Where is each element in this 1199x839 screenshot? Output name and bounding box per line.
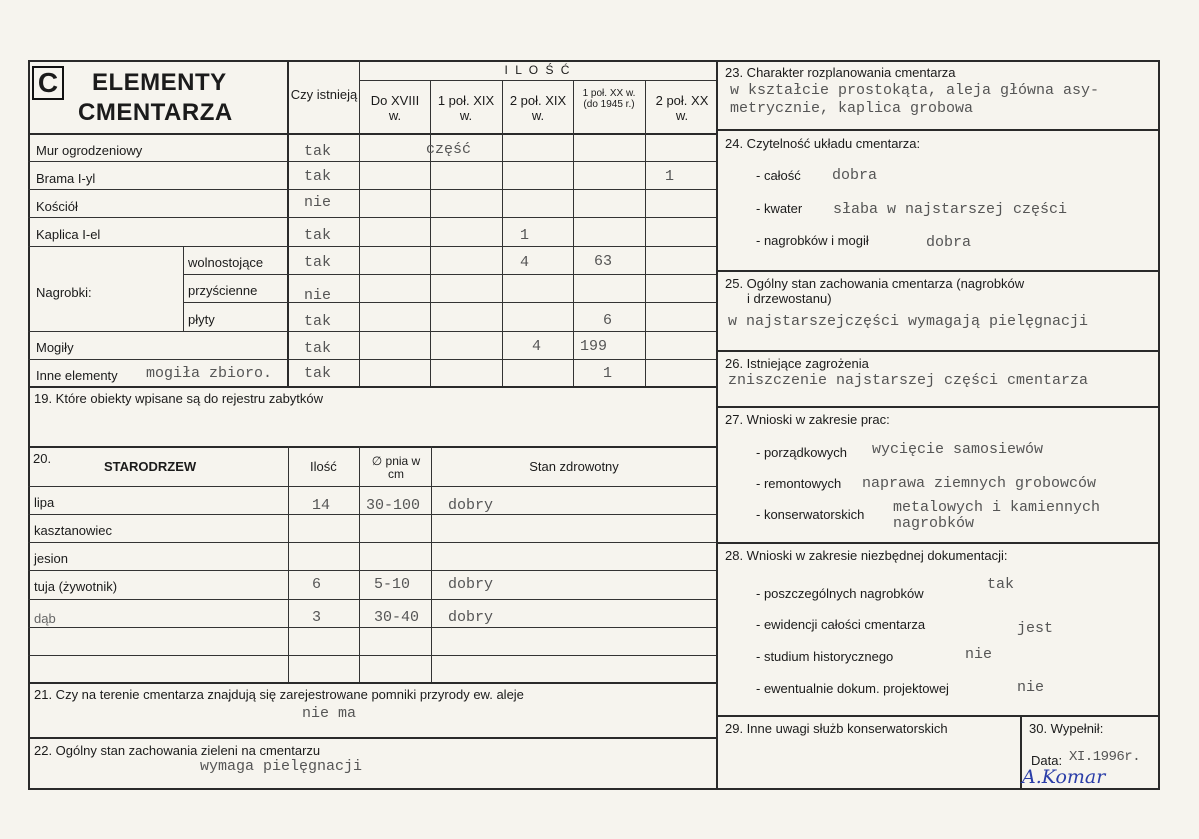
form-frame xyxy=(28,60,1160,790)
kosciol-exists-value: nie xyxy=(304,194,332,211)
divider xyxy=(28,359,716,360)
divider xyxy=(28,246,716,247)
q19-label: 19. Które obiekty wpisane są do rejestru zabytków xyxy=(34,391,324,406)
kaplica-exists-value: tak xyxy=(304,227,332,244)
q27-porz-label: - porządkowych xyxy=(756,445,848,460)
divider xyxy=(28,682,716,684)
col-header-1-xx: 1 poł. XX w. (do 1945 r.) xyxy=(582,88,636,110)
divider xyxy=(28,217,716,218)
divider xyxy=(359,60,360,387)
row-label-mur: Mur ogrodzeniowy xyxy=(36,143,143,158)
inne-elements-value: mogiła zbioro. xyxy=(146,365,273,382)
section-title-line1: ELEMENTY xyxy=(92,69,227,96)
divider xyxy=(287,60,289,387)
q30-date-label: Data: xyxy=(1031,753,1063,768)
mur-quantity-value: część xyxy=(426,141,472,158)
col-header-exists-text: Czy istnieją xyxy=(290,87,358,102)
q22-label: 22. Ogólny stan zachowania zieleni na cmentarzu xyxy=(34,743,321,758)
divider xyxy=(288,446,289,682)
divider xyxy=(716,715,1160,717)
q24-kwater-value: słaba w najstarszej części xyxy=(833,201,1068,218)
q30-date-value: XI.1996r. xyxy=(1069,749,1141,765)
trees-col-health: Stan zdrowotny xyxy=(529,459,619,474)
divider xyxy=(573,80,574,387)
q28-d-value: nie xyxy=(1017,679,1045,696)
divider xyxy=(28,386,716,388)
q28-d-label: - ewentualnie dokum. projektowej xyxy=(756,681,949,696)
brama-exists-value: tak xyxy=(304,168,332,185)
tree-diameter: 30-100 xyxy=(366,497,421,514)
divider xyxy=(183,246,184,331)
col-header-2-xix: 2 poł. XIX w. xyxy=(509,93,567,123)
divider xyxy=(28,331,716,332)
divider xyxy=(28,627,716,628)
wolno-exists-value: tak xyxy=(304,254,332,271)
q30-label: 30. Wypełnił: xyxy=(1029,721,1104,736)
q27-rem-value: naprawa ziemnych grobowców xyxy=(862,475,1097,492)
divider xyxy=(645,80,646,387)
row-label-nagrobki: Nagrobki: xyxy=(36,285,92,300)
q24-calosc-value: dobra xyxy=(832,167,878,184)
q24-nagrobkow-label: - nagrobków i mogił xyxy=(756,233,869,248)
divider xyxy=(28,514,716,515)
row-label-plyty: płyty xyxy=(188,312,215,327)
divider xyxy=(183,302,716,303)
q24-nagrobkow-value: dobra xyxy=(926,234,972,251)
tree-health: dobry xyxy=(448,576,494,593)
divider xyxy=(183,274,716,275)
divider xyxy=(28,133,716,135)
q27-label: 27. Wnioski w zakresie prac: xyxy=(725,412,890,427)
divider xyxy=(28,737,716,739)
divider xyxy=(430,80,431,387)
inne-quantity-value: 1 xyxy=(603,365,613,382)
divider xyxy=(716,129,1160,131)
q24-label: 24. Czytelność układu cmentarza: xyxy=(725,136,921,151)
row-label-inne: Inne elementy xyxy=(36,368,118,383)
trees-col-ilosc: Ilość xyxy=(310,459,337,474)
col-header-2-xx: 2 poł. XX w. xyxy=(655,93,709,123)
q29-label: 29. Inne uwagi służb konserwatorskich xyxy=(725,721,948,736)
q27-porz-value: wycięcie samosiewów xyxy=(872,441,1044,458)
q23-answer-line1: w kształcie prostokąta, aleja główna asy- xyxy=(730,82,1100,99)
q28-a-value: tak xyxy=(987,576,1015,593)
divider xyxy=(28,542,716,543)
q23-answer-line2: metrycznie, kaplica grobowa xyxy=(730,100,974,117)
q27-kons-value-line1: metalowych i kamiennych xyxy=(893,499,1101,516)
divider xyxy=(716,60,718,790)
col-header-exists xyxy=(289,87,359,102)
przysc-exists-value: nie xyxy=(304,287,332,304)
q27-kons-value-line2: nagrobków xyxy=(893,515,975,532)
row-label-brama: Brama I-yl xyxy=(36,171,96,186)
divider xyxy=(28,161,716,162)
row-label-kaplica: Kaplica I-el xyxy=(36,227,101,242)
plyty-quantity-value: 6 xyxy=(603,312,613,329)
tree-name: lipa xyxy=(34,495,55,510)
section-title-line2: CMENTARZA xyxy=(78,99,233,126)
q28-a-label: - poszczególnych nagrobków xyxy=(756,586,924,601)
tree-count: 3 xyxy=(312,609,322,626)
divider xyxy=(359,80,716,81)
q24-calosc-label: - całość xyxy=(756,168,801,183)
divider xyxy=(28,655,716,656)
tree-count: 6 xyxy=(312,576,322,593)
inne-exists-value: tak xyxy=(304,365,332,382)
tree-diameter: 30-40 xyxy=(374,609,420,626)
row-label-mogily: Mogiły xyxy=(36,340,74,355)
tree-count: 14 xyxy=(312,497,331,514)
divider xyxy=(359,446,360,682)
col-header-ilosc: I L O Ś Ć xyxy=(504,63,572,77)
q28-c-value: nie xyxy=(965,646,993,663)
tree-name: kasztanowiec xyxy=(34,523,113,538)
mur-exists-value: tak xyxy=(304,143,332,160)
q26-label: 26. Istniejące zagrożenia xyxy=(725,356,869,371)
q20-number: 20. xyxy=(33,451,52,466)
q24-kwater-label: - kwater xyxy=(756,201,803,216)
signature: A.Komar xyxy=(1022,766,1106,788)
q21-answer: nie ma xyxy=(302,705,357,722)
divider xyxy=(28,446,716,448)
q28-b-value: jest xyxy=(1017,620,1054,637)
divider xyxy=(28,570,716,571)
wolno-quantity-value-2: 63 xyxy=(594,253,613,270)
q28-label: 28. Wnioski w zakresie niezbędnej dokumentacji: xyxy=(725,548,1008,563)
divider xyxy=(431,446,432,682)
col-header-xviii: Do XVIII w. xyxy=(370,93,420,123)
row-label-wolnostojace: wolnostojące xyxy=(188,255,264,270)
tree-name: dąb xyxy=(34,611,56,626)
section-letter-box: C xyxy=(32,66,64,100)
q27-kons-label: - konserwatorskich xyxy=(756,507,865,522)
q23-label: 23. Charakter rozplanowania cmentarza xyxy=(725,65,956,80)
tree-name: jesion xyxy=(34,551,68,566)
brama-quantity-value: 1 xyxy=(665,168,675,185)
divider xyxy=(28,486,716,487)
trees-col-diameter: ∅ pnia w cm xyxy=(371,454,421,481)
kaplica-quantity-value: 1 xyxy=(520,227,530,244)
divider xyxy=(716,270,1160,272)
tree-diameter: 5-10 xyxy=(374,576,411,593)
row-label-kosciol: Kościół xyxy=(36,199,78,214)
q28-b-label: - ewidencji całości cmentarza xyxy=(756,617,926,632)
divider xyxy=(28,189,716,190)
plyty-exists-value: tak xyxy=(304,313,332,330)
row-label-przyscienne: przyścienne xyxy=(188,283,258,298)
tree-health: dobry xyxy=(448,609,494,626)
mogily-quantity-value-1: 4 xyxy=(532,338,542,355)
wolno-quantity-value-1: 4 xyxy=(520,254,530,271)
q27-rem-label: - remontowych xyxy=(756,476,842,491)
q22-answer: wymaga pielęgnacji xyxy=(200,758,363,775)
divider xyxy=(502,80,503,387)
q25-answer: w najstarszejczęści wymagają pielęgnacji xyxy=(728,313,1089,330)
q25-label-line2: i drzewostanu) xyxy=(747,291,832,306)
divider xyxy=(716,542,1160,544)
col-header-1-xix: 1 poł. XIX w. xyxy=(437,93,495,123)
trees-title: STARODRZEW xyxy=(104,459,197,474)
q25-label-line1: 25. Ogólny stan zachowania cmentarza (nagrobków xyxy=(725,276,1025,291)
mogily-quantity-value-2: 199 xyxy=(580,338,608,355)
q26-answer: zniszczenie najstarszej części cmentarza xyxy=(728,372,1089,389)
divider xyxy=(28,599,716,600)
tree-health: dobry xyxy=(448,497,494,514)
q21-label: 21. Czy na terenie cmentarza znajdują się zarejestrowane pomniki przyrody ew. aleje xyxy=(34,687,524,702)
q28-c-label: - studium historycznego xyxy=(756,649,894,664)
divider xyxy=(716,350,1160,352)
divider xyxy=(716,406,1160,408)
mogily-exists-value: tak xyxy=(304,340,332,357)
tree-name: tuja (żywotnik) xyxy=(34,579,118,594)
